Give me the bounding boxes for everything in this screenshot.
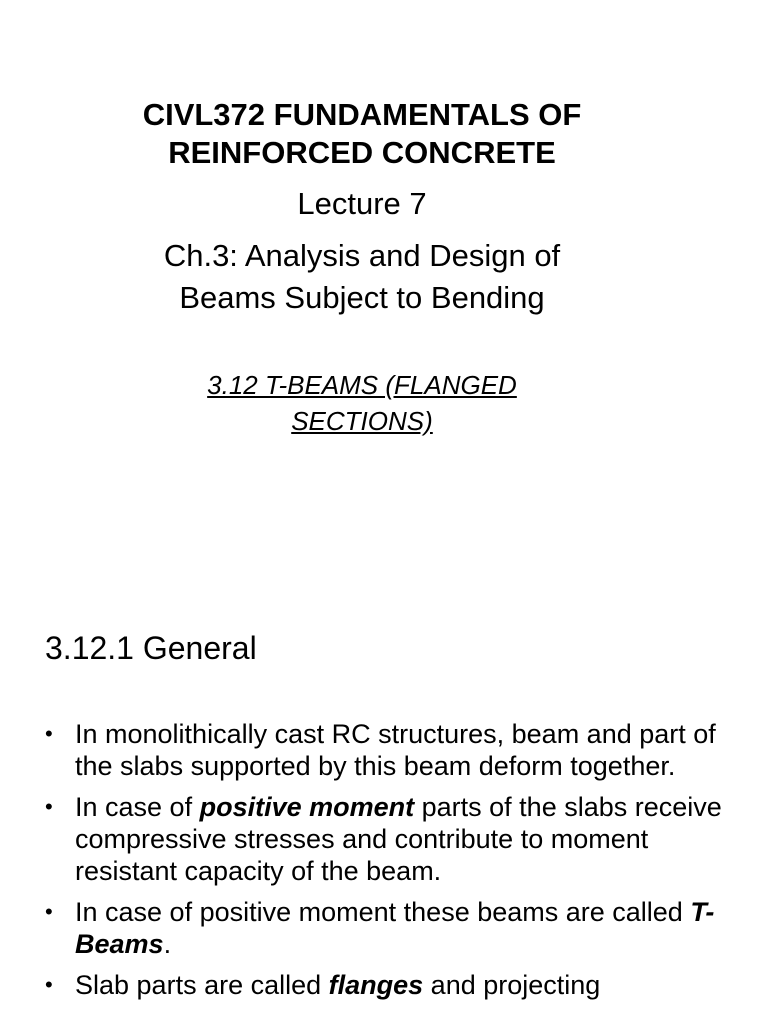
content-slide: [0, 580, 768, 1024]
bullet-text: In monolithically cast RC structures, beam and part of the slabs supported by this beam deform together.: [75, 719, 716, 781]
bullet-marker: •: [45, 972, 53, 997]
bullet-text-post: and projecting: [423, 970, 601, 1000]
course-title-line-1: CIVL372 FUNDAMENTALS OF: [142, 97, 582, 132]
course-title: [60, 96, 664, 172]
section-subtitle-line-1: 3.12 T-BEAMS (FLANGED: [207, 370, 517, 400]
bullet-emphasis: positive moment: [199, 792, 415, 822]
bullet-marker: •: [45, 794, 53, 819]
bullet-emphasis: T-Beams: [75, 897, 715, 959]
chapter-title-line-1: Ch.3: Analysis and Design of: [163, 238, 561, 273]
bullet-marker: •: [45, 721, 53, 746]
bullet-marker: •: [45, 899, 53, 924]
bullet-item: [45, 718, 725, 782]
bullet-item: [45, 969, 725, 1001]
bullet-item: [45, 896, 725, 960]
lecture-number: Lecture 7: [297, 186, 427, 221]
chapter-title-line-2: Beams Subject to Bending: [179, 280, 545, 315]
bullet-list: [45, 718, 725, 1010]
section-heading: 3.12.1 General: [45, 630, 257, 666]
bullet-text-post: parts of the slabs receive compressive stresses and contribute to moment resistant capacity of the beam.: [75, 792, 722, 886]
bullet-text-pre: In case of positive moment these beams are called: [75, 897, 691, 927]
bullet-item: [45, 791, 725, 887]
course-title-line-2: REINFORCED CONCRETE: [168, 135, 556, 170]
chapter-title: [60, 235, 664, 319]
section-subtitle: [60, 367, 664, 439]
bullet-text-post: .: [163, 929, 172, 959]
bullet-text-pre: In case of: [75, 792, 200, 822]
bullet-emphasis: flanges: [328, 970, 424, 1000]
section-subtitle-line-2: SECTIONS): [291, 406, 433, 436]
bullet-text-pre: Slab parts are called: [75, 970, 329, 1000]
